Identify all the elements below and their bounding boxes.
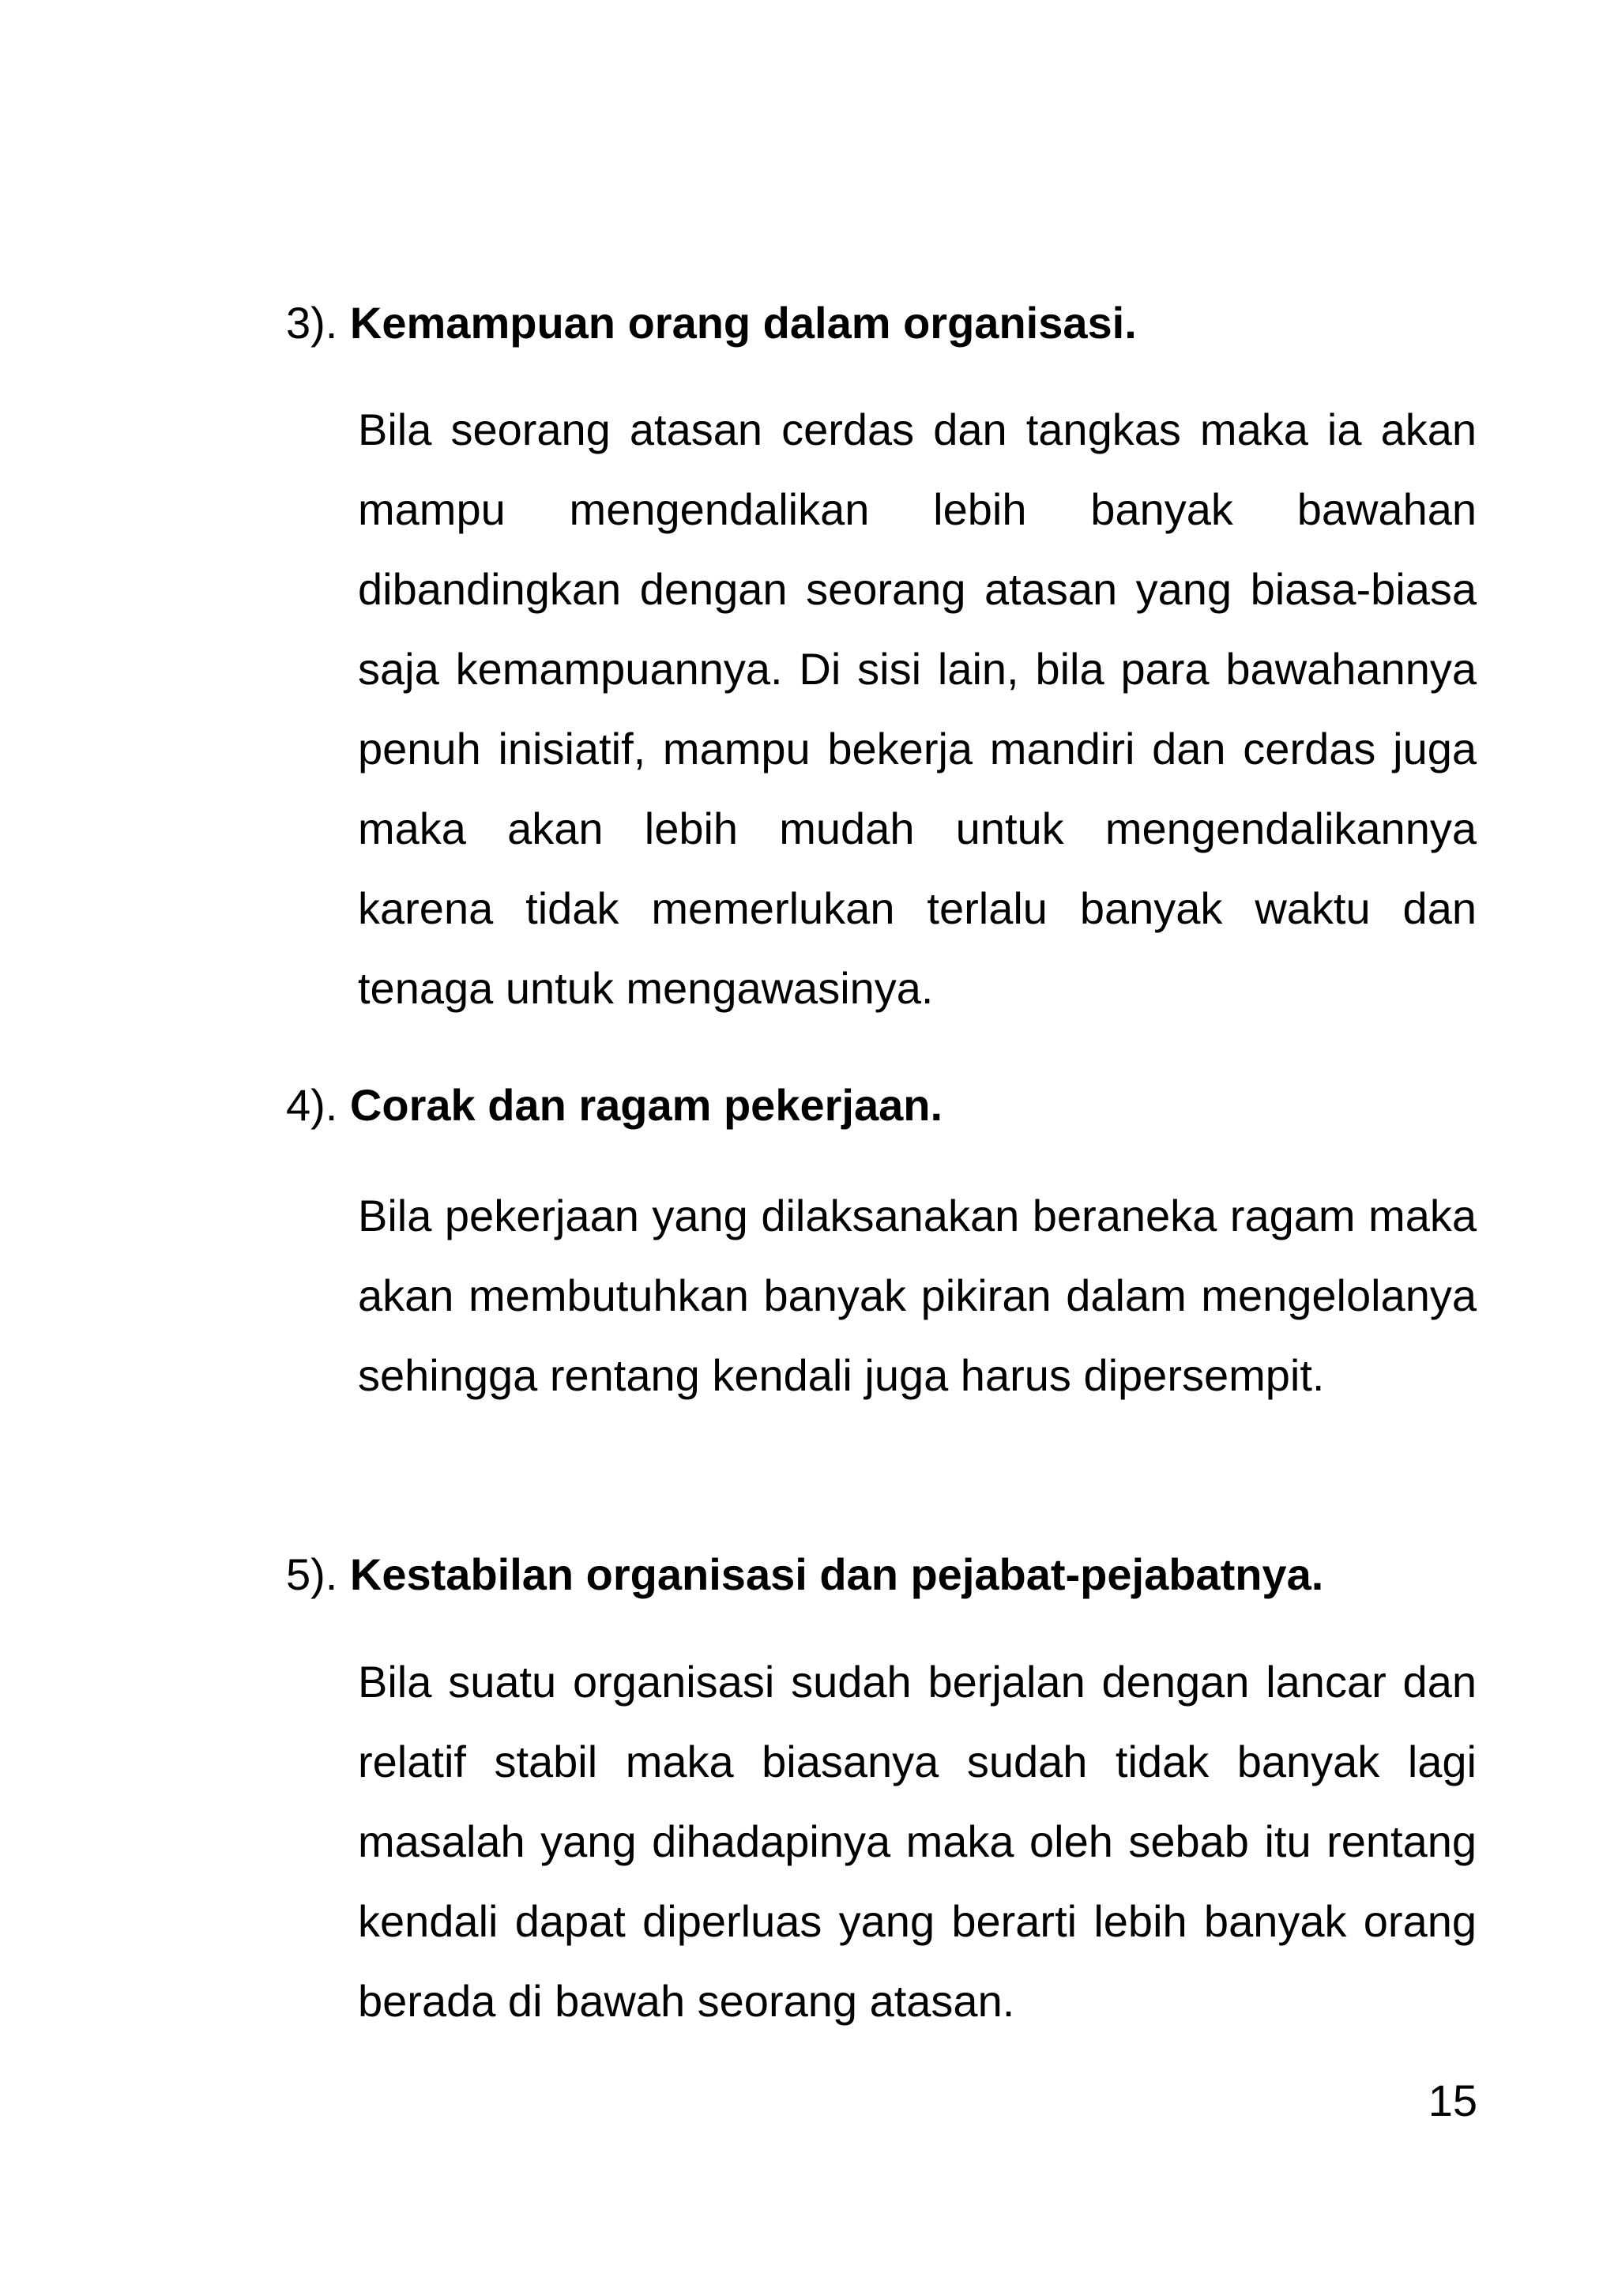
section-heading-3 [286, 295, 1471, 351]
section-body-3: Bila seorang atasan cerdas dan tangkas maka ia akan mampu mengendalikan lebih banyak bawahan dibandingkan dengan seorang atasan yang biasa-biasa saja kemampuannya. Di sisi lain, bila para bawahannya penuh inisiatif, mampu bekerja mandiri dan cerdas juga maka akan lebih mudah untuk mengendalikannya karena tidak memerlukan terlalu banyak waktu dan tenaga untuk mengawasinya. [358, 405, 1477, 1013]
section-number: 3). [286, 298, 338, 348]
section-number: 4). [286, 1080, 338, 1130]
section-body-5: Bila suatu organisasi sudah berjalan dengan lancar dan relatif stabil maka biasanya sudah tidak banyak lagi masalah yang dihadapinya maka oleh sebab itu rentang kendali dapat diperluas yang berarti lebih banyak orang berada di bawah seorang atasan. [358, 1657, 1477, 2026]
section-heading-4 [286, 1078, 1471, 1133]
section-body-4: Bila pekerjaan yang dilaksanakan beraneka ragam maka akan membutuhkan banyak pikiran dalam mengelolanya sehingga rentang kendali juga harus dipersempit. [358, 1191, 1477, 1400]
section-number: 5). [286, 1549, 338, 1599]
section-title: Kemampuan orang dalam organisasi. [349, 298, 1137, 348]
section-heading-5 [286, 1547, 1471, 1602]
section-title: Corak dan ragam pekerjaan. [349, 1080, 943, 1130]
page-number: 15 [1428, 2076, 1477, 2125]
section-title: Kestabilan organisasi dan pejabat-pejabatnya. [349, 1549, 1324, 1599]
